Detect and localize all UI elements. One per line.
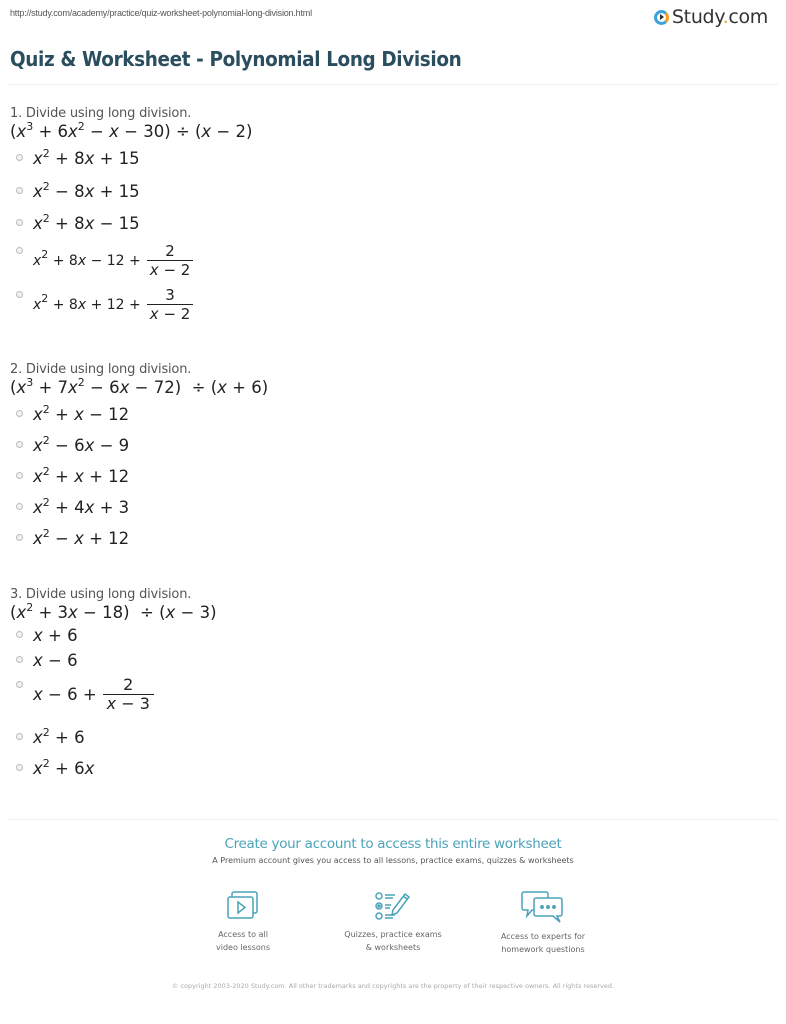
logo-text: Study.com	[671, 6, 768, 28]
feature-label: Access to experts for homework questions	[500, 932, 586, 954]
answer-option[interactable]	[16, 467, 268, 498]
answer-option[interactable]	[16, 651, 217, 676]
radio-button[interactable]	[16, 534, 23, 541]
radio-button[interactable]	[16, 656, 23, 663]
option-text: $x^2 + 4x + 3$	[33, 496, 130, 517]
option-text: $x^2 - 6x - 9$	[33, 434, 130, 455]
radio-button[interactable]	[16, 187, 23, 194]
answer-option[interactable]	[16, 498, 268, 529]
content-divider	[8, 819, 778, 820]
question-prompt: 3. Divide using long division.	[10, 587, 192, 602]
answer-option[interactable]	[16, 214, 252, 242]
option-text: $x^2 + 8x + 12$ + $\frac{3}{x - 2}$	[33, 286, 193, 323]
radio-button[interactable]	[16, 154, 23, 161]
answer-option[interactable]	[16, 676, 217, 728]
option-text: $x^2 + 8x - 12$ + $\frac{2}{x - 2}$	[33, 242, 193, 279]
chat-bubbles-icon	[520, 890, 566, 924]
radio-button[interactable]	[16, 681, 23, 688]
radio-button[interactable]	[16, 503, 23, 510]
radio-button[interactable]	[16, 764, 23, 771]
page-url: http://study.com/academy/practice/quiz-worksheet-polynomial-long-division.html	[10, 8, 312, 18]
option-text: $x^2 + 8x - 15$	[33, 212, 140, 233]
radio-button[interactable]	[16, 631, 23, 638]
feature-quizzes	[323, 890, 463, 954]
option-text: x − 6	[33, 651, 78, 670]
question-expression: $(x^2 + 3x - 18) \div (x - 3)$	[10, 601, 217, 622]
question-prompt: 2. Divide using long division.	[10, 362, 192, 377]
radio-button[interactable]	[16, 291, 23, 298]
option-text: x + 6	[33, 626, 78, 645]
option-text: $x^2 - x + 12$	[33, 527, 130, 548]
feature-label: Quizzes, practice exams & worksheets	[344, 930, 442, 952]
option-text: $x^2 + x + 12$	[33, 465, 130, 486]
radio-button[interactable]	[16, 219, 23, 226]
option-text: $x^2 + x - 12$	[33, 403, 130, 424]
answer-option[interactable]	[16, 286, 252, 330]
cta-title[interactable]: Create your account to access this entire worksheet	[224, 836, 562, 852]
radio-button[interactable]	[16, 441, 23, 448]
feature-video-lessons	[173, 890, 313, 954]
play-logo-icon	[654, 10, 669, 25]
radio-button[interactable]	[16, 472, 23, 479]
feature-experts	[473, 890, 613, 956]
feature-label: Access to all video lessons	[215, 930, 270, 952]
question-2	[10, 362, 268, 560]
study-com-logo[interactable]	[654, 6, 768, 28]
answer-option[interactable]	[16, 182, 252, 214]
signup-cta	[0, 836, 786, 865]
answer-option[interactable]	[16, 728, 217, 759]
question-expression: $(x^3 + 7x^2 - 6x - 72) \div (x + 6)$	[10, 376, 269, 397]
answer-option[interactable]	[16, 759, 217, 789]
answer-option[interactable]	[16, 626, 217, 651]
question-3	[10, 587, 217, 789]
answer-option[interactable]	[16, 405, 268, 436]
copyright-notice: © copyright 2003-2020 Study.com. All other trademarks and copyrights are the property of their respective owners. All rights reserved.	[171, 982, 615, 990]
radio-button[interactable]	[16, 247, 23, 254]
video-lessons-icon	[225, 890, 261, 922]
option-text: x − 6 + $\frac{2}{x - 3}$	[33, 676, 154, 713]
option-text: $x^2 - 8x + 15$	[33, 180, 140, 201]
header-divider	[8, 84, 778, 85]
quiz-checklist-icon	[373, 890, 413, 922]
radio-button[interactable]	[16, 733, 23, 740]
question-prompt: 1. Divide using long division.	[10, 106, 192, 121]
option-text: $x^2 + 6$	[33, 726, 85, 747]
option-text: $x^2 + 6x$	[33, 757, 95, 778]
radio-button[interactable]	[16, 410, 23, 417]
answer-option[interactable]	[16, 529, 268, 560]
answer-option[interactable]	[16, 436, 268, 467]
answer-option[interactable]	[16, 149, 252, 182]
answer-option[interactable]	[16, 242, 252, 286]
option-text: $x^2 + 8x + 15$	[33, 147, 140, 168]
question-expression: $(x^3 + 6x^2 - x - 30) \div (x - 2)$	[10, 120, 253, 141]
cta-subtitle: A Premium account gives you access to all lessons, practice exams, quizzes & worksheets	[212, 856, 574, 865]
page-title: Quiz & Worksheet - Polynomial Long Division	[10, 47, 462, 71]
question-1	[10, 106, 252, 330]
